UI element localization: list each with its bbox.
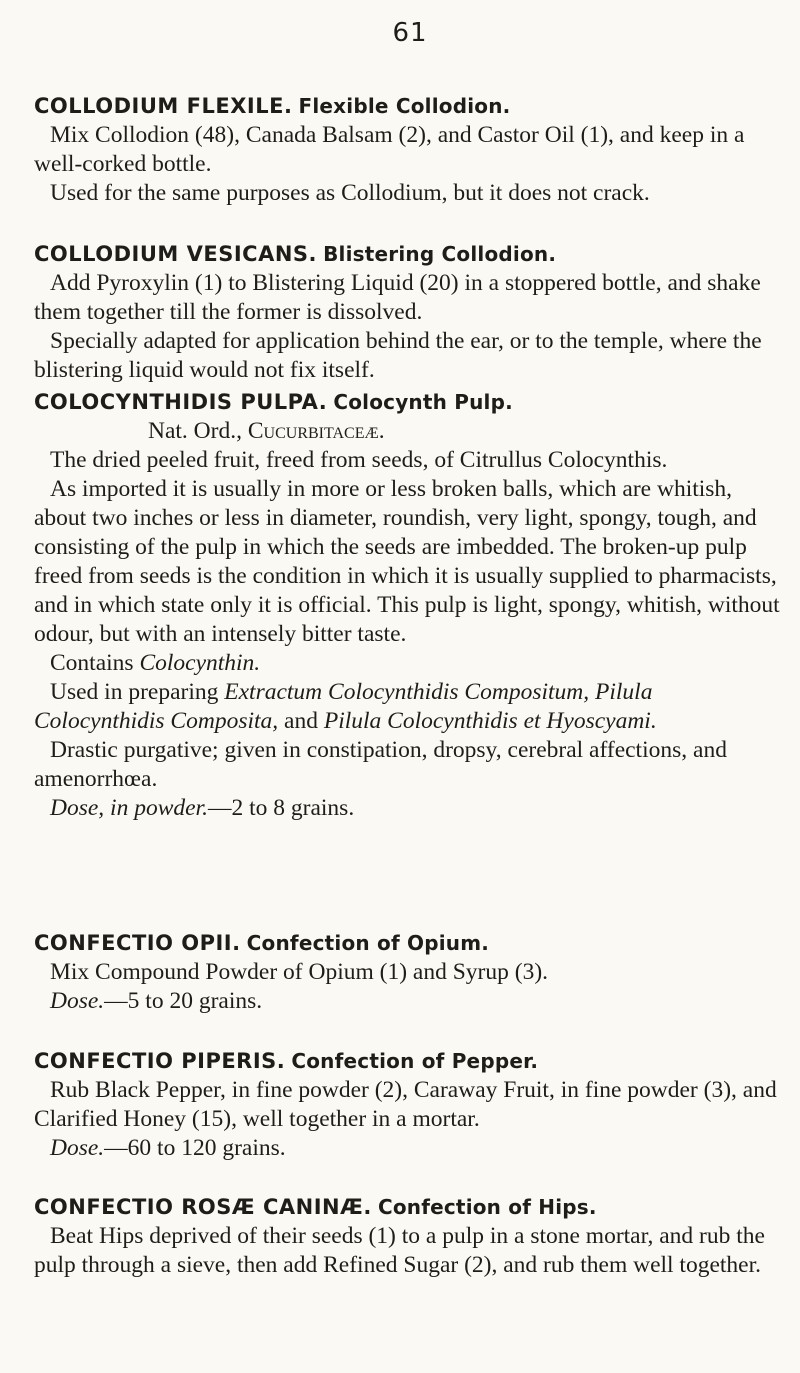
dose-value: —2 to 8 grains. bbox=[207, 795, 355, 821]
heading: Blistering Collodion. bbox=[323, 242, 557, 266]
contains-label: Contains bbox=[50, 650, 134, 676]
headword: COLLODIUM FLEXILE. bbox=[34, 94, 293, 118]
paragraph: Specially adapted for application behind the ear, or to the temple, where the blistering liquid would not fix itself. bbox=[34, 328, 762, 383]
used-in-line bbox=[34, 678, 786, 736]
dose-label: Dose. bbox=[50, 1135, 105, 1161]
paragraph: Rub Black Pepper, in fine powder (2), Caraway Fruit, in fine powder (3), and Clarified Honey (15), well together in a mortar. bbox=[34, 1077, 777, 1132]
natural-order-line bbox=[34, 417, 786, 446]
dose-label: Dose, in powder. bbox=[50, 795, 208, 821]
heading: Confection of Opium. bbox=[246, 931, 490, 955]
heading: Confection of Pepper. bbox=[291, 1049, 539, 1073]
heading: Flexible Collodion. bbox=[298, 94, 511, 118]
paragraph: As imported it is usually in more or less broken balls, which are whitish, about two inches or less in diameter, roundish, very light, spongy, tough, and consisting of the pulp in which the seeds are imbedded. The broken-up pulp freed from seeds is the condition in which it is usually supplied to pharmacists, and in which state only it is official. This pulp is light, spongy, whitish, without odour, but with an intensely bitter taste. bbox=[34, 476, 780, 647]
entry-heading-line bbox=[34, 388, 786, 417]
dose-line bbox=[34, 1134, 786, 1163]
contains-line bbox=[34, 649, 786, 678]
contains-item: Colocynthin. bbox=[139, 650, 261, 676]
page-number: 61 bbox=[392, 18, 428, 48]
entry-heading-line bbox=[34, 240, 786, 269]
entry-heading-line bbox=[34, 92, 786, 121]
paragraph: Mix Collodion (48), Canada Balsam (2), and Castor Oil (1), and keep in a well-corked bottle. bbox=[34, 122, 745, 177]
order-name: Cucurbitaceæ. bbox=[247, 418, 385, 444]
paragraph: Used for the same purposes as Collodium, but it does not crack. bbox=[50, 180, 650, 206]
headword: COLOCYNTHIDIS PULPA. bbox=[34, 390, 328, 414]
preparation-name: Pilula Colocynthidis et Hyoscyami. bbox=[323, 708, 657, 734]
entry-confectio-piperis bbox=[34, 1047, 786, 1163]
entry-heading-line bbox=[34, 1047, 786, 1076]
preparation-name: Pilula Colocynthidis Composita, bbox=[34, 679, 653, 734]
entry-heading-line bbox=[34, 1193, 786, 1222]
preparation-name: Extractum Colocynthidis Compositum, bbox=[224, 679, 590, 705]
paragraph: Drastic purgative; given in constipation, dropsy, cerebral affections, and amenorrhœa. bbox=[34, 737, 727, 792]
entry-colocynthidis-pulpa bbox=[34, 388, 786, 823]
paragraph: The dried peeled fruit, freed from seeds, of Citrullus Colocynthis. bbox=[50, 447, 668, 473]
conjunction: and bbox=[284, 708, 318, 734]
dose-line bbox=[34, 794, 786, 823]
entry-confectio-opii bbox=[34, 929, 786, 1016]
dose-line bbox=[34, 987, 786, 1016]
dose-value: —60 to 120 grains. bbox=[104, 1135, 286, 1161]
headword: COLLODIUM VESICANS. bbox=[34, 242, 318, 266]
entry-collodium-vesicans bbox=[34, 240, 786, 385]
heading: Colocynth Pulp. bbox=[333, 390, 513, 414]
paragraph: Add Pyroxylin (1) to Blistering Liquid (20) in a stoppered bottle, and shake them together till the former is dissolved. bbox=[34, 270, 761, 325]
headword: CONFECTIO PIPERIS. bbox=[34, 1049, 286, 1073]
dose-label: Dose. bbox=[50, 988, 105, 1014]
heading: Confection of Hips. bbox=[377, 1195, 597, 1219]
headword: CONFECTIO OPII. bbox=[34, 931, 241, 955]
entry-collodium-flexile bbox=[34, 92, 786, 208]
paragraph: Beat Hips deprived of their seeds (1) to a pulp in a stone mortar, and rub the pulp through a sieve, then add Refined Sugar (2), and rub them well together. bbox=[34, 1223, 765, 1278]
paragraph: Mix Compound Powder of Opium (1) and Syrup (3). bbox=[50, 959, 549, 985]
dose-value: —5 to 20 grains. bbox=[104, 988, 263, 1014]
order-label: Nat. Ord., bbox=[148, 418, 242, 444]
entry-confectio-rosae-caninae bbox=[34, 1193, 786, 1280]
headword: CONFECTIO ROSÆ CANINÆ. bbox=[34, 1195, 372, 1219]
used-in-label: Used in preparing bbox=[50, 679, 219, 705]
entry-heading-line bbox=[34, 929, 786, 958]
